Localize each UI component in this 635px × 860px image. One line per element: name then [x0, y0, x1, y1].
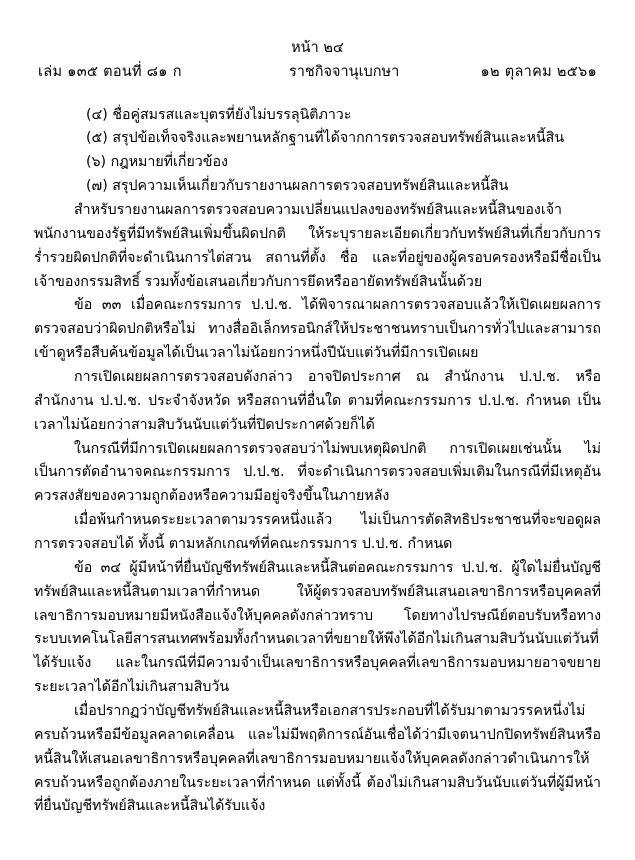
page-header — [34, 62, 601, 84]
list-item: (๔) ชื่อคู่สมรสและบุตรที่ยังไม่บรรลุนิติภาวะ — [86, 106, 352, 123]
body-paragraph: สำหรับรายงานผลการตรวจสอบความเปลี่ยนแปลงของทรัพย์สินและหนี้สินของเจ้าพนักงานของรัฐที่มีทรัพย์สินเพิ่มขึ้นผิดปกติ ให้ระบุรายละเอียดเกี่ยวกับทรัพย์สินที่เกี่ยวกับการร่ำรวยผิดปกติที่จะดำเนินการไต่สวน สถานที่ตั้ง ชื่อ และที่อยู่ของผู้ครอบครองหรือมีชื่อเป็นเจ้าของกรรมสิทธิ์ รวมทั้งข้อเสนอเกี่ยวกับการยึดหรืออายัดทรัพย์สินนั้นด้วย — [34, 201, 601, 290]
body-paragraph: เมื่อปรากฏว่าบัญชีทรัพย์สินและหนี้สินหรือเอกสารประกอบที่ได้รับมาตามวรรคหนึ่งไม่ครบถ้วนหรือมีข้อมูลคลาดเคลื่อน และไม่มีพฤติการณ์อันเชื่อได้ว่ามีเจตนาปกปิดทรัพย์สินหรือหนี้สินให้เสนอเลขาธิการหรือบุคคลที่เลขาธิการมอบหมายแจ้งให้บุคคลดังกล่าวดำเนินการให้ครบถ้วนหรือถูกต้องภายในระยะเวลาที่กำหนด แต่ทั้งนี้ ต้องไม่เกินสามสิบวันนับแต่วันที่ผู้มีหน้าที่ยื่นบัญชีทรัพย์สินและหนี้สินได้รับแจ้ง — [34, 702, 601, 815]
body-paragraph: ในกรณีที่มีการเปิดเผยผลการตรวจสอบว่าไม่พบเหตุผิดปกติ การเปิดเผยเช่นนั้น ไม่เป็นการตัดอำนาจคณะกรรมการ ป.ป.ช. ที่จะดำเนินการตรวจสอบเพิ่มเติมในกรณีที่มีเหตุอันควรสงสัยของความถูกต้องหรือความมีอยู่จริงขึ้นในภายหลัง — [34, 440, 601, 505]
body-paragraph: การเปิดเผยผลการตรวจสอบดังกล่าว อาจปิดประกาศ ณ สำนักงาน ป.ป.ช. หรือสำนักงาน ป.ป.ช. ประจำจังหวัด หรือสถานที่อื่นใด ตามที่คณะกรรมการ ป.ป.ช. กำหนด เป็นเวลาไม่น้อยกว่าสามสิบวันนับแต่วันที่ปิดประกาศด้วยก็ได้ — [34, 368, 601, 433]
header-date: ๑๒ ตุลาคม ๒๕๖๑ — [480, 63, 597, 80]
body-paragraph: เมื่อพ้นกำหนดระยะเวลาตามวรรคหนึ่งแล้ว ไม่เป็นการตัดสิทธิประชาชนที่จะขอดูผลการตรวจสอบได้ ทั้งนี้ ตามหลักเกณฑ์ที่คณะกรรมการ ป.ป.ช. กำหนด — [34, 512, 601, 552]
list-item: (๖) กฎหมายที่เกี่ยวข้อง — [86, 154, 228, 171]
document-body — [34, 104, 601, 820]
body-paragraph: ข้อ ๓๔ ผู้มีหน้าที่ยื่นบัญชีทรัพย์สินและหนี้สินต่อคณะกรรมการ ป.ป.ช. ผู้ใดไม่ยื่นบัญชีทรัพย์สินและหนี้สินตามเวลาที่กำหนด ให้ผู้ตรวจสอบทรัพย์สินเสนอเลขาธิการหรือบุคคลที่เลขาธิการมอบหมายมีหนังสือแจ้งให้บุคคลดังกล่าวทราบ โดยทางไปรษณีย์ตอบรับหรือทางระบบเทคโนโลยีสารสนเทศพร้อมทั้งกำหนดเวลาที่ขยายให้พึงได้อีกไม่เกินสามสิบวันนับแต่วันที่ได้รับแจ้ง และในกรณีที่มีความจำเป็นเลขาธิการหรือบุคคลที่เลขาธิการมอบหมายอาจขยายระยะเวลาได้อีกไม่เกินสามสิบวัน — [34, 559, 601, 696]
page-number: หน้า ๒๔ — [291, 40, 344, 56]
list-item: (๕) สรุปข้อเท็จจริงและพยานหลักฐานที่ได้จากการตรวจสอบทรัพย์สินและหนี้สิน — [86, 130, 565, 147]
header-gazette-title: ราชกิจจานุเบกษา — [289, 63, 400, 80]
header-volume: เล่ม ๑๓๕ ตอนที่ ๘๑ ก — [38, 63, 182, 80]
list-item: (๗) สรุปความเห็นเกี่ยวกับรายงานผลการตรวจสอบทรัพย์สินและหนี้สิน — [86, 178, 509, 195]
body-paragraph: ข้อ ๓๓ เมื่อคณะกรรมการ ป.ป.ช. ได้พิจารณาผลการตรวจสอบแล้วให้เปิดเผยผลการตรวจสอบว่าผิดปกติหรือไม่ ทางสื่ออิเล็กทรอนิกส์ให้ประชาชนทราบเป็นการทั่วไปและสามารถเข้าดูหรือสืบค้นข้อมูลได้เป็นเวลาไม่น้อยกว่าหนึ่งปีนับแต่วันที่มีการเปิดเผย — [34, 297, 601, 362]
